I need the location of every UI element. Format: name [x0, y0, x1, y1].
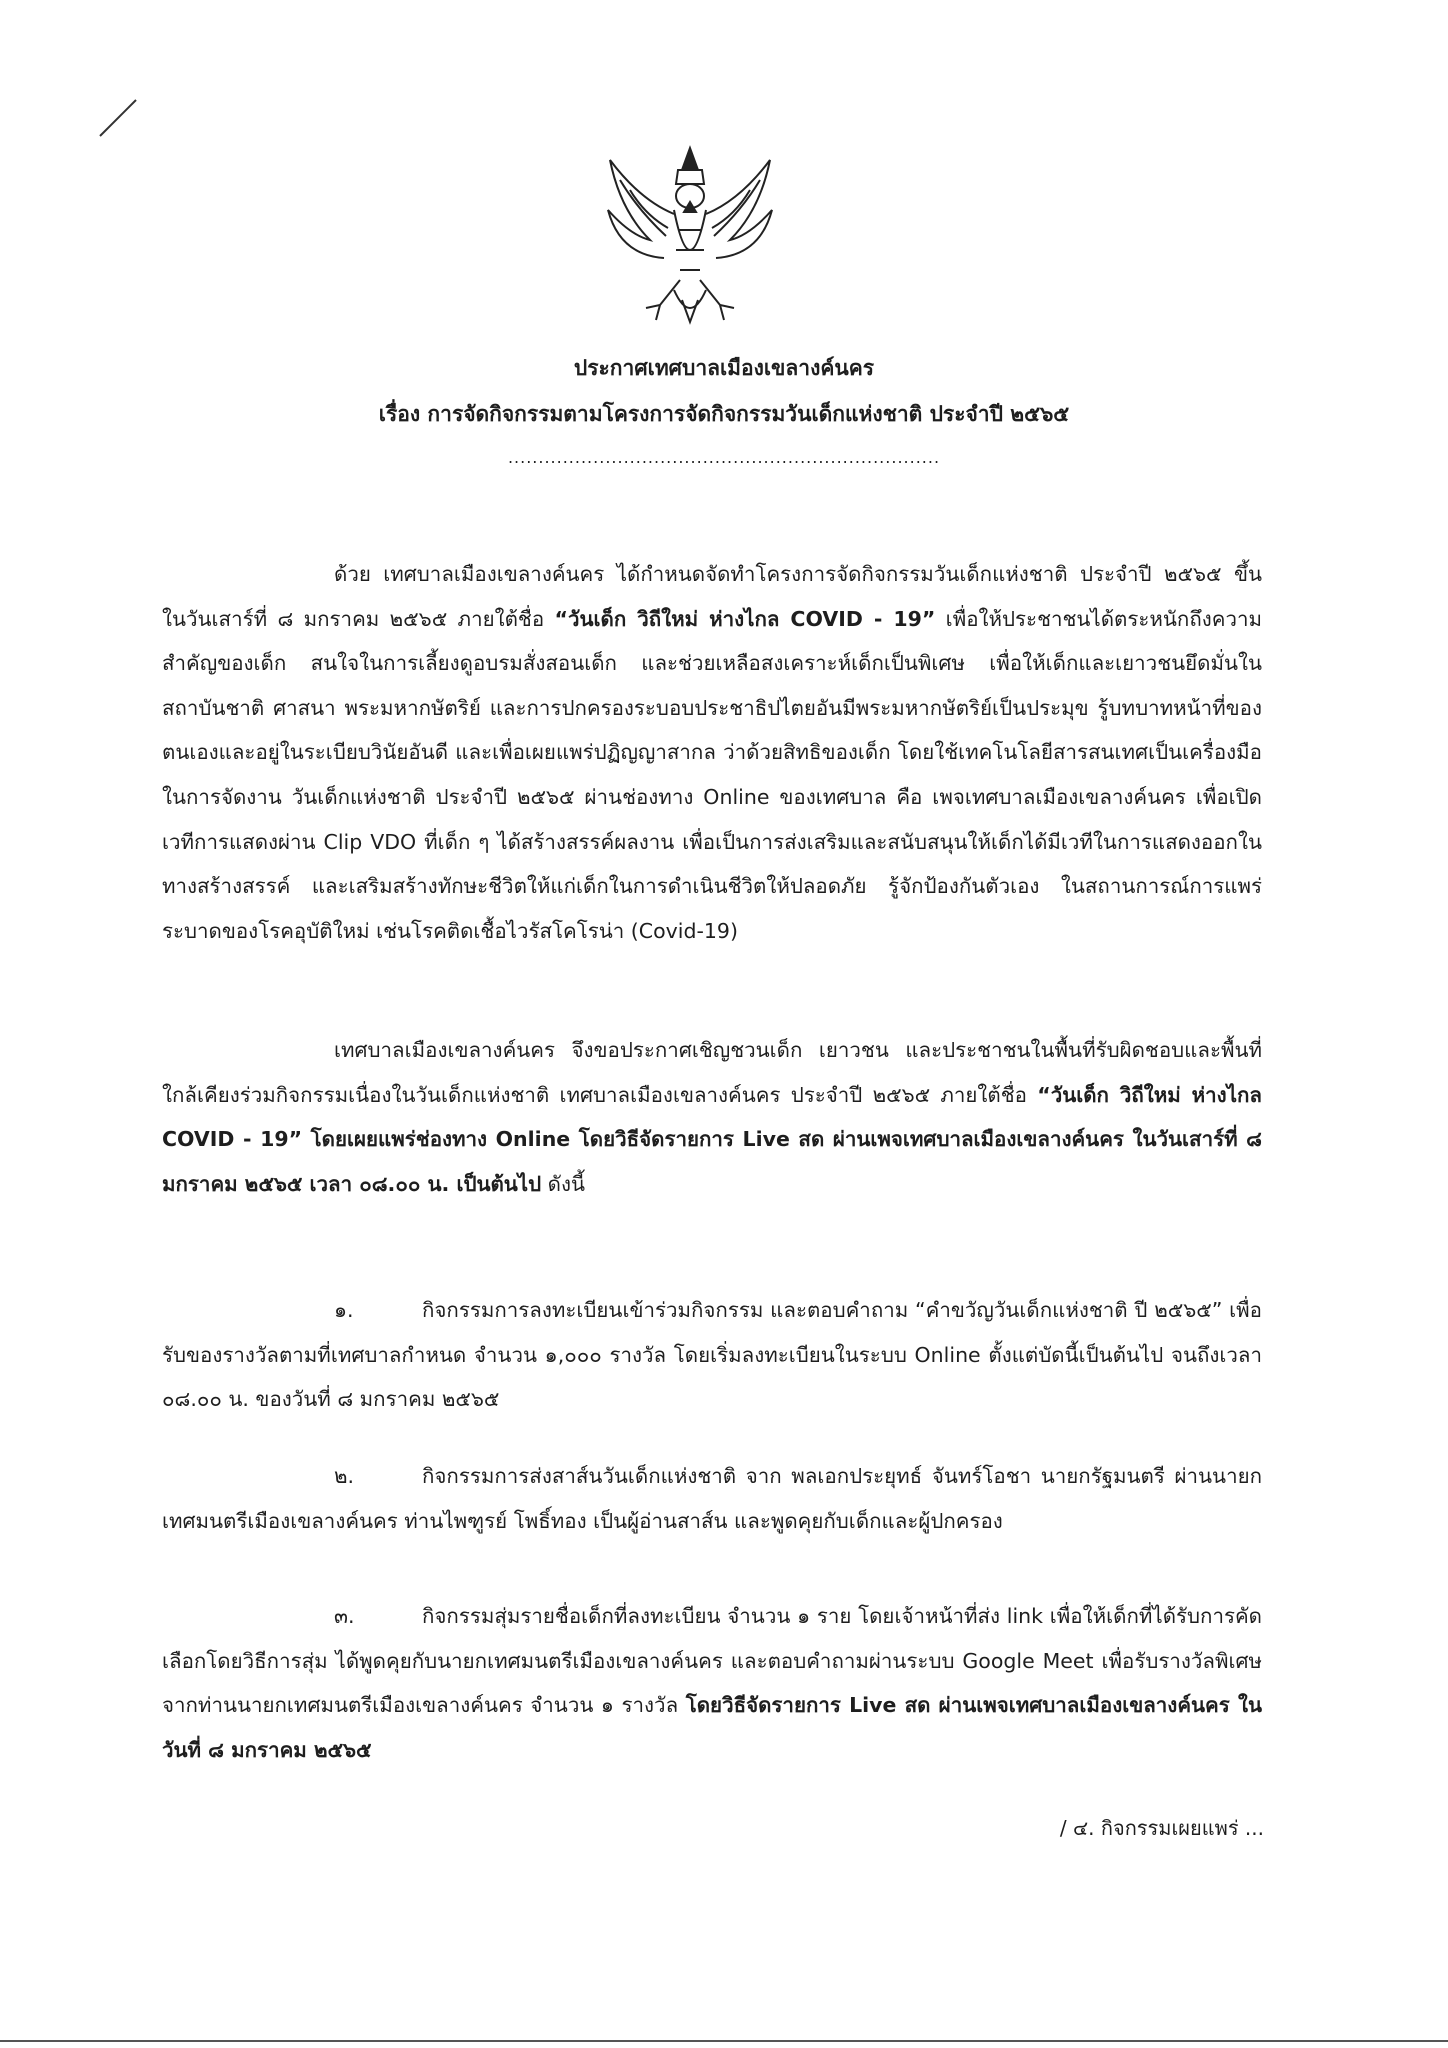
activity-item-1 [162, 1288, 1262, 1422]
announcement-subject: เรื่อง การจัดกิจกรรมตามโครงการจัดกิจกรรมวันเด็กแห่งชาติ ประจำปี ๒๕๖๕ [378, 402, 1070, 426]
pen-slash-mark [96, 96, 156, 140]
paragraph-invitation-bold: “วันเด็ก วิถีใหม่ ห่างไกล COVID - 19” โดยเผยแพร่ช่องทาง Online โดยวิธีจัดรายการ Live สด ผ่านเพจเทศบาลเมืองเขลางค์นคร ในวันเสาร์ที่ ๘ มกราคม ๒๕๖๕ เวลา ๐๘.๐๐ น. เป็นต้นไป [162, 1082, 1262, 1196]
activity-item-2-number: ๒. [334, 1464, 355, 1488]
page-continuation: / ๔. กิจกรรมเผยแพร่ ... [1059, 1816, 1264, 1840]
paragraph-intro-event-name: “วันเด็ก วิถีใหม่ ห่างไกล COVID - 19” [554, 606, 936, 631]
activity-item-3-text: กิจกรรมสุ่มรายชื่อเด็กที่ลงทะเบียน จำนวน ๑ ราย โดยเจ้าหน้าที่ส่ง link เพื่อให้เด็กที่ได้รับการคัดเลือกโดยวิธีการสุ่ม ได้พูดคุยกับนายกเทศมนตรีเมืองเขลางค์นคร และตอบคำถามผ่านระบบ Google Meet เพื่อรับรางวัลพิเศษจากท่านนายกเทศมนตรีเมืองเขลางค์นคร จำนวน ๑ รางวัล [162, 1604, 1262, 1718]
paragraph-intro [162, 552, 1262, 953]
activity-item-1-text: กิจกรรมการลงทะเบียนเข้าร่วมกิจกรรม และตอบคำถาม “คำขวัญวันเด็กแห่งชาติ ปี ๒๕๖๕” เพื่อรับของรางวัลตามที่เทศบาลกำหนด จำนวน ๑,๐๐๐ รางวัล โดยเริ่มลงทะเบียนในระบบ Online ตั้งแต่บัดนี้เป็นต้นไป จนถึงเวลา ๐๘.๐๐ น. ของวันที่ ๘ มกราคม ๒๕๖๕ [162, 1298, 1262, 1412]
activity-item-3 [162, 1594, 1262, 1772]
garuda-emblem-icon [590, 140, 790, 330]
activity-item-1-number: ๑. [334, 1298, 354, 1322]
paragraph-invitation [162, 1028, 1262, 1206]
activity-item-2 [162, 1454, 1262, 1543]
announcement-title: ประกาศเทศบาลเมืองเขลางค์นคร [573, 356, 875, 380]
activity-item-3-bold: โดยวิธีจัดรายการ Live สด ผ่านเพจเทศบาลเมืองเขลางค์นคร ในวันที่ ๘ มกราคม ๒๕๖๕ [162, 1693, 1262, 1762]
paragraph-intro-start: ด้วย เทศบาลเมืองเขลางค์นคร ได้กำหนดจัดทำโครงการจัดกิจกรรมวันเด็กแห่งชาติ ประจำปี ๒๕๖๕ ขึ้น ในวันเสาร์ที่ ๘ มกราคม ๒๕๖๕ ภายใต้ชื่อ [162, 562, 1262, 631]
separator-dots: ....................................................................... [507, 448, 941, 467]
paragraph-invitation-rest: ดังนี้ [541, 1171, 585, 1196]
paragraph-intro-rest: เพื่อให้ประชาชนได้ตระหนักถึงความสำคัญของเด็ก สนใจในการเลี้ยงดูอบรมสั่งสอนเด็ก และช่วยเหลือสงเคราะห์เด็กเป็นพิเศษ เพื่อให้เด็กและเยาวชนยึดมั่นในสถาบันชาติ ศาสนา พระมหากษัตริย์ และการปกครองระบอบประชาธิปไตยอันมีพระมหากษัตริย์เป็นประมุข รู้บทบาทหน้าที่ของตนเองและอยู่ในระเบียบวินัยอันดี และเพื่อเผยแพร่ปฏิญญาสากล ว่าด้วยสิทธิของเด็ก โดยใช้เทคโนโลยีสารสนเทศเป็นเครื่องมือในการจัดงาน วันเด็กแห่งชาติ ประจำปี ๒๕๖๕ ผ่านช่องทาง Online ของเทศบาล คือ เพจเทศบาลเมืองเขลางค์นคร เพื่อเปิดเวทีการแสดงผ่าน Clip VDO ที่เด็ก ๆ ได้สร้างสรรค์ผลงาน เพื่อเป็นการส่งเสริมและสนับสนุนให้เด็กได้มีเวทีในการแสดงออกในทางสร้างสรรค์ และเสริมสร้างทักษะชีวิตให้แก่เด็กในการดำเนินชีวิตให้ปลอดภัย รู้จักป้องกันตัวเอง ในสถานการณ์การแพร่ระบาดของโรคอุบัติใหม่ เช่นโรคติดเชื้อไวรัสโคโรน่า (Covid-19) [162, 606, 1262, 943]
activity-item-2-text: กิจกรรมการส่งสาส์นวันเด็กแห่งชาติ จาก พลเอกประยุทธ์ จันทร์โอชา นายกรัฐมนตรี ผ่านนายกเทศมนตรีเมืองเขลางค์นคร ท่านไพฑูรย์ โพธิ์ทอง เป็นผู้อ่านสาส์น และพูดคุยกับเด็กและผู้ปกครอง [162, 1464, 1262, 1533]
paragraph-invitation-start: เทศบาลเมืองเขลางค์นคร จึงขอประกาศเชิญชวนเด็ก เยาวชน และประชาชนในพื้นที่รับผิดชอบและพื้นที่ใกล้เคียงร่วมกิจกรรมเนื่องในวันเด็กแห่งชาติ เทศบาลเมืองเขลางค์นคร ประจำปี ๒๕๖๕ ภายใต้ชื่อ [162, 1038, 1262, 1107]
page-bottom-edge [0, 2040, 1448, 2042]
activity-item-3-number: ๓. [334, 1604, 355, 1628]
